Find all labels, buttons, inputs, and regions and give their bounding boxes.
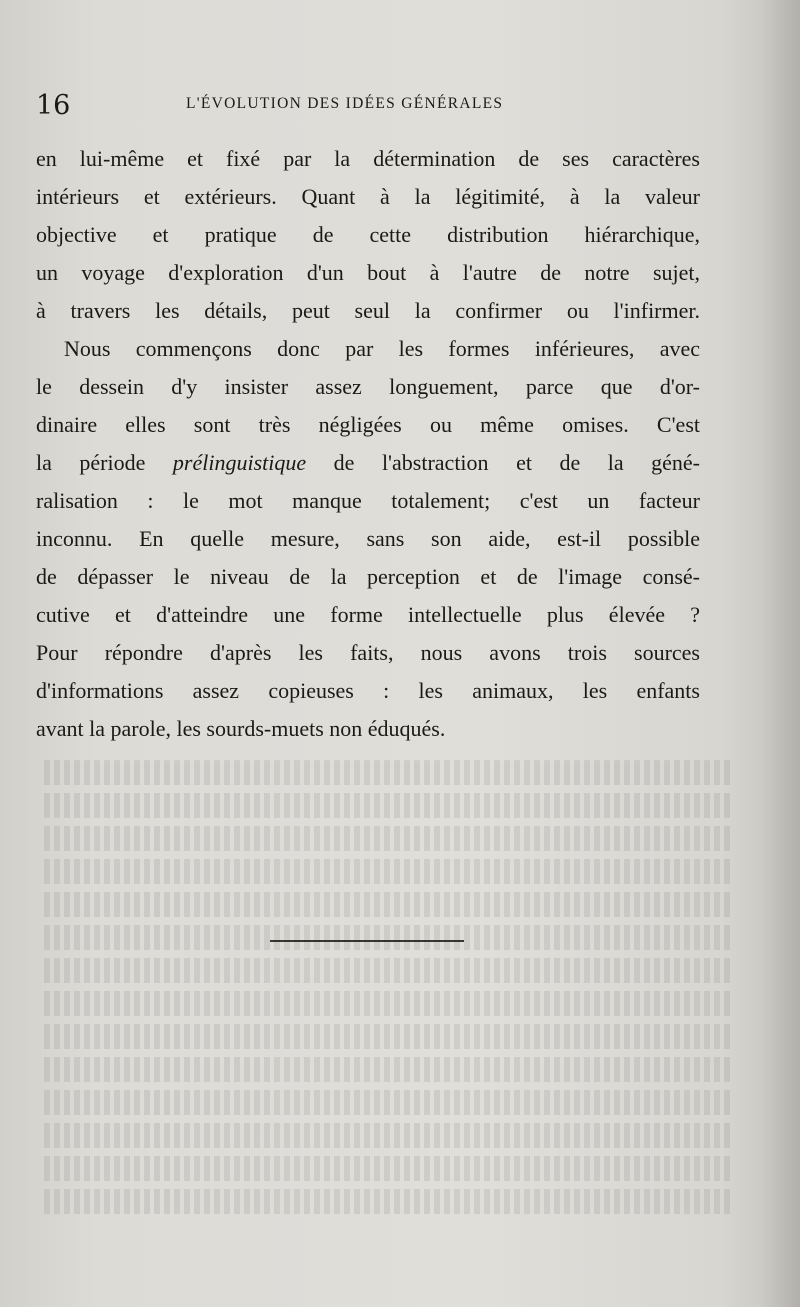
text-line: d'informations assez copieuses : les animaux, les enfants bbox=[36, 678, 700, 703]
text-line: inconnu. En quelle mesure, sans son aide, est-il possible bbox=[36, 526, 700, 551]
text-segment: de l'abstraction et de la géné- bbox=[333, 450, 701, 475]
bleed-through-texture bbox=[40, 760, 730, 1280]
body-text bbox=[36, 140, 700, 748]
page-edge-shadow bbox=[760, 0, 800, 1307]
text-line: dinaire elles sont très négligées ou même omises. C'est bbox=[36, 412, 700, 437]
italic-term: prélinguistique bbox=[172, 450, 307, 475]
text-line: cutive et d'atteindre une forme intellectuelle plus élevée ? bbox=[36, 602, 700, 627]
text-line-with-italic bbox=[36, 444, 700, 482]
page-number: 16 bbox=[36, 90, 71, 121]
text-line: objective et pratique de cette distribution hiérarchique, bbox=[36, 222, 700, 247]
running-title: L'ÉVOLUTION DES IDÉES GÉNÉRALES bbox=[186, 95, 504, 112]
text-line: un voyage d'exploration d'un bout à l'autre de notre sujet, bbox=[36, 260, 700, 285]
text-line: à travers les détails, peut seul la confirmer ou l'infirmer. bbox=[36, 298, 700, 323]
text-segment: la période bbox=[36, 450, 146, 475]
text-line: Pour répondre d'après les faits, nous avons trois sources bbox=[36, 640, 700, 665]
text-line: en lui-même et fixé par la détermination de ses caractères bbox=[36, 146, 700, 171]
text-line: avant la parole, les sourds-muets non éduqués. bbox=[36, 716, 446, 741]
text-line: ralisation : le mot manque totalement; c'est un facteur bbox=[36, 488, 700, 513]
text-line: de dépasser le niveau de la perception et de l'image consé- bbox=[36, 564, 700, 589]
text-line: le dessein d'y insister assez longuement, parce que d'or- bbox=[36, 374, 700, 399]
page-header bbox=[36, 90, 696, 120]
text-line: intérieurs et extérieurs. Quant à la légitimité, à la valeur bbox=[36, 184, 700, 209]
paragraph-start-line: Nous commençons donc par les formes inférieures, avec bbox=[64, 336, 700, 361]
